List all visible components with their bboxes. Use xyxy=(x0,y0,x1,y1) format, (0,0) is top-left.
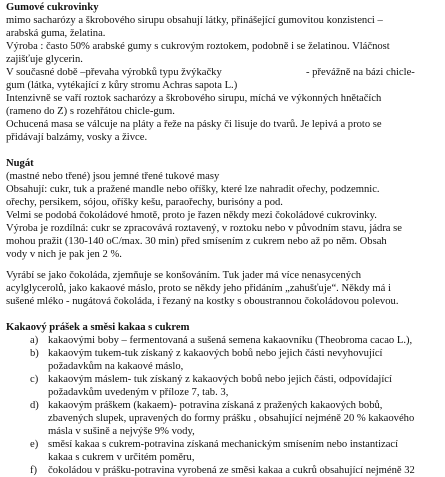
paragraph-line: Intenzivně se vaří roztok sacharózy a škrobového sirupu, míchá ve výkonných hnětačích xyxy=(6,93,382,104)
paragraph-line: ořechy, persikem, sójou, oříšky kešu, paraořechy, burisóny a pod. xyxy=(6,197,283,208)
list-item-label: a) xyxy=(30,335,39,346)
list-item xyxy=(6,347,439,373)
section-heading-cocoa-powder: Kakaový prášek a směsi kakaa s cukrem xyxy=(6,322,190,333)
spacer xyxy=(6,261,439,269)
list-item-text: zbavených slupek, upravených do formy prášku , obsahující nejméně 20 % kakaového xyxy=(48,413,415,424)
list-item-text: požadavkům na kakaové máslo, xyxy=(48,361,184,372)
list-item xyxy=(6,464,439,477)
paragraph-line: gum (látka, vytékající z kůry stromu Achras sapota L.) xyxy=(6,80,238,91)
list-item-label: c) xyxy=(30,374,39,385)
paragraph-line: (mastné nebo třené) jsou jemné třené tukové masy xyxy=(6,171,220,182)
paragraph-line: acylglycerolů, jako kakaové máslo, proto se někdy jeho přidáním „zahušťuje“. Někdy má i xyxy=(6,283,391,294)
paragraph-row-split xyxy=(6,66,439,79)
paragraph-line-left: V současné době –převaha výrobků typu žvýkačky xyxy=(6,67,222,78)
paragraph-line: Obsahují: cukr, tuk a pražené mandle nebo oříšky, které lze nahradit ořechy, podzemnic. xyxy=(6,184,380,195)
paragraph-line: Vyrábí se jako čokoláda, zjemňuje se konšováním. Tuk jader má více nenasycených xyxy=(6,270,362,281)
list-item xyxy=(6,373,439,399)
paragraph-line: (rameno do Z) s rozehřátou chicle-gum. xyxy=(6,106,175,117)
definition-list xyxy=(6,334,439,477)
list-item xyxy=(6,399,439,438)
list-item-label: b) xyxy=(30,348,39,359)
paragraph-line: Výroba je rozdílná: cukr se zpracovává roztavený, v roztoku nebo v původním stavu, jádra se xyxy=(6,223,402,234)
list-item-text: požadavkům uvedeným v příloze 7, tab. 3, xyxy=(48,387,229,398)
paragraph-line: sušené mléko - nugátová čokoláda, i řezaný na kostky s oboustrannou čokoládovou polevou. xyxy=(6,296,399,307)
list-item xyxy=(6,334,439,347)
list-item-text: čokoládou v prášku-potravina vyrobená ze směsi kakaa a cukrů obsahující nejméně 32 xyxy=(48,465,415,476)
paragraph-line: Ochucená masa se válcuje na pláty a řeže na pásky či lisuje do tvarů. Je lepivá a proto se xyxy=(6,119,382,130)
list-item-label: d) xyxy=(30,400,39,411)
paragraph-line: Výroba : často 50% arabské gumy s cukrovým roztokem, podobně i se želatinou. Vláčnost xyxy=(6,41,390,52)
paragraph-line: vody v nich je pak jen 2 %. xyxy=(6,249,122,260)
list-item-text: kakaovým tukem-tuk získaný z kakaových bobů nebo jejich části nevyhovující xyxy=(48,348,383,359)
list-item-label: e) xyxy=(30,439,39,450)
paragraph-line: zajišťuje glycerin. xyxy=(6,54,83,65)
spacer xyxy=(6,144,439,157)
list-item-text: kakaovými boby – fermentovaná a sušená semena kakaovníku (Theobroma cacao L.), xyxy=(48,335,413,346)
paragraph-line: přidávají balzámy, vosky a živce. xyxy=(6,132,148,143)
section-heading-gum-candies: Gumové cukrovinky xyxy=(6,2,99,13)
paragraph-line: Velmi se podobá čokoládové hmotě, proto je řazen někdy mezi čokoládové cukrovinky. xyxy=(6,210,377,221)
list-item-text: kakaa s cukrem v určitém poměru, xyxy=(48,452,195,463)
list-item-text: másla v sušině a nejvýše 9% vody, xyxy=(48,426,195,437)
list-item-label: f) xyxy=(30,465,38,476)
list-item-text: směsí kakaa s cukrem-potravina získaná mechanickým smísením nebo instantizací xyxy=(48,439,399,450)
list-item-text: kakaovým máslem- tuk získaný z kakaových bobů nebo jejich části, odpovídající xyxy=(48,374,392,385)
paragraph-line-right: - převážně na bázi chicle- xyxy=(306,67,415,78)
paragraph-line: mimo sacharózy a škrobového sirupu obsahují látky, přinášející gumovitou konzistenci – xyxy=(6,15,383,26)
spacer xyxy=(6,308,439,321)
list-item xyxy=(6,438,439,464)
section-heading-nougat: Nugát xyxy=(6,158,34,169)
list-item-text: kakaovým práškem (kakaem)- potravina získaná z pražených kakaových bobů, xyxy=(48,400,383,411)
paragraph-line: mohou pražit (130-140 oC/max. 30 min) před smísením z cukrem nebo až po něm. Obsah xyxy=(6,236,387,247)
paragraph-line: arabská guma, želatina. xyxy=(6,28,106,39)
